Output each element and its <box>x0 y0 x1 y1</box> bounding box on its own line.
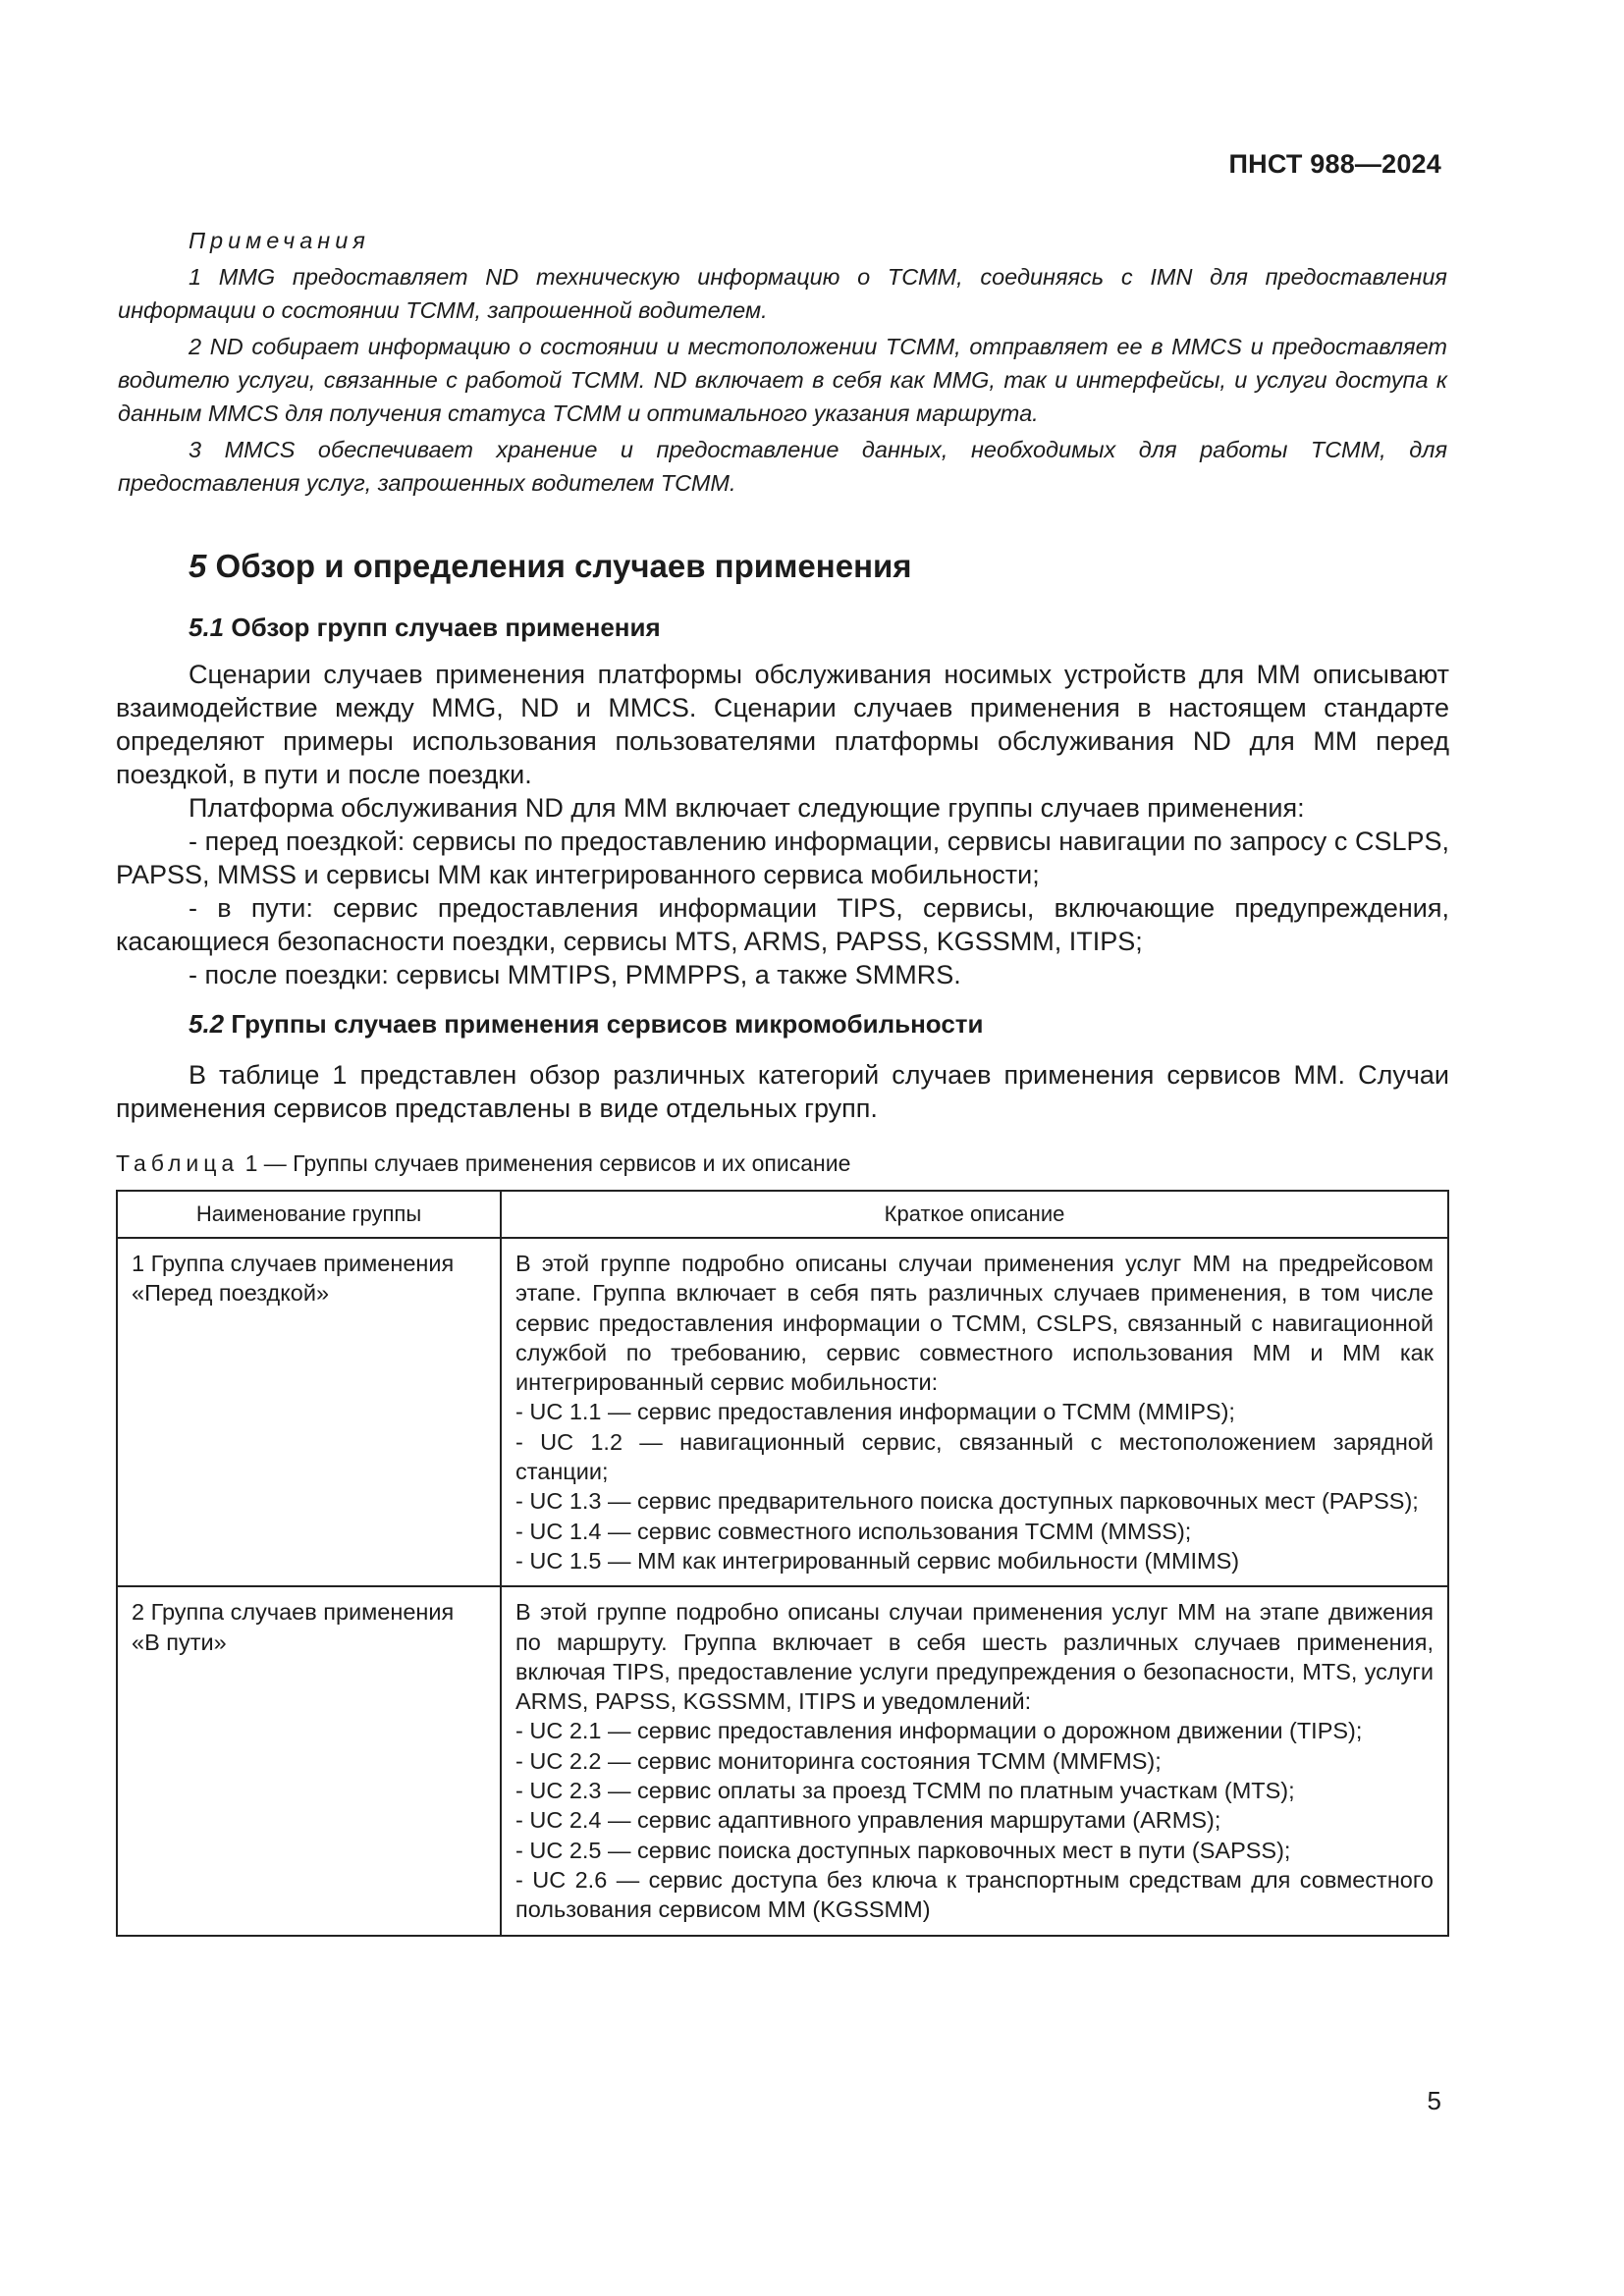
use-case-item: - UC 1.3 — сервис предварительного поиска доступных парковочных мест (PAPSS); <box>515 1488 1419 1515</box>
use-case-groups-table <box>116 1190 1449 1937</box>
notes-title: Примечания <box>189 228 370 253</box>
subsection-heading <box>189 1009 984 1040</box>
document-code: ПНСТ 988—2024 <box>1228 149 1441 179</box>
list-item: - перед поездкой: сервисы по предоставлению информации, сервисы навигации по запросу с CSLPS, PAPSS, MMSS и сервисы ММ как интегрированного сервиса мобильности; <box>116 827 1449 889</box>
table-header-row <box>117 1191 1448 1238</box>
list-item: - в пути: сервис предоставления информации TIPS, сервисы, включающие предупреждения, касающиеся безопасности поездки, сервисы MTS, ARMS, PAPSS, KGSSMM, ITIPS; <box>116 893 1449 956</box>
subsection-heading <box>189 613 661 643</box>
use-case-item: - UC 2.5 — сервис поиска доступных парковочных мест в пути (SAPSS); <box>515 1837 1291 1863</box>
table-caption-text: 1 — Группы случаев применения сервисов и их описание <box>244 1150 851 1176</box>
note-item: 3 MMCS обеспечивает хранение и предоставление данных, необходимых для работы ТСММ, для предоставления услуг, запрошенных водителем ТСММ. <box>118 437 1447 496</box>
use-case-item: - UC 1.1 — сервис предоставления информации о ТСММ (MMIPS); <box>515 1399 1235 1425</box>
subsection-number: 5.1 <box>189 613 225 642</box>
group-description-cell <box>501 1586 1448 1935</box>
use-case-item: - UC 1.2 — навигационный сервис, связанный с местоположением зарядной станции; <box>515 1428 1434 1485</box>
group-name-cell: 1 Группа случаев применения «Перед поездкой» <box>117 1238 501 1586</box>
section-body <box>116 658 1449 991</box>
table-row <box>117 1586 1448 1935</box>
column-header-description: Краткое описание <box>501 1191 1448 1238</box>
group-description-cell <box>501 1238 1448 1586</box>
section-heading <box>189 548 912 585</box>
table-row <box>117 1238 1448 1586</box>
use-case-item: - UC 2.1 — сервис предоставления информации о дорожном движении (TIPS); <box>515 1718 1363 1744</box>
group-name-cell: 2 Группа случаев применения «В пути» <box>117 1586 501 1935</box>
paragraph: Сценарии случаев применения платформы обслуживания носимых устройств для ММ описывают взаимодействие между MMG, ND и MMCS. Сценарии случаев применения в настоящем стандарте определяют примеры использования пользователями платформы обслуживания ND для ММ перед поездкой, в пути и после поездки. <box>116 660 1449 789</box>
use-case-item: - UC 1.5 — ММ как интегрированный сервис мобильности (MMIMS) <box>515 1547 1240 1574</box>
list-item: - после поездки: сервисы MMTIPS, PMMPPS, а также SMMRS. <box>189 960 961 989</box>
use-case-item: - UC 2.2 — сервис мониторинга состояния ТСММ (MMFMS); <box>515 1747 1162 1774</box>
use-case-item: - UC 2.6 — сервис доступа без ключа к транспортным средствам для совместного пользования сервисом ММ (KGSSMM) <box>515 1866 1434 1923</box>
section-number: 5 <box>189 548 207 584</box>
paragraph: Платформа обслуживания ND для ММ включает следующие группы случаев применения: <box>189 793 1305 823</box>
use-case-item: - UC 2.4 — сервис адаптивного управления маршрутами (ARMS); <box>515 1807 1221 1834</box>
subsection-title: Группы случаев применения сервисов микромобильности <box>231 1009 984 1039</box>
subsection-number: 5.2 <box>189 1009 225 1039</box>
use-case-item: - UC 2.3 — сервис оплаты за проезд ТСММ по платным участкам (MTS); <box>515 1778 1295 1804</box>
page-number: 5 <box>1427 2086 1441 2115</box>
column-header-name: Наименование группы <box>117 1191 501 1238</box>
subsection-title: Обзор групп случаев применения <box>231 613 661 642</box>
section-title: Обзор и определения случаев применения <box>215 548 912 584</box>
note-item: 1 MMG предоставляет ND техническую информацию о ТСММ, соединяясь с IMN для предоставления информации о состоянии ТСММ, запрошенной водителем. <box>118 264 1447 323</box>
group-description: В этой группе подробно описаны случаи применения услуг ММ на этапе движения по маршруту. Группа включает в себя шесть различных случаев применения, включая TIPS, предоставление услуги предупреждения о безопасности, MTS, услуги ARMS, PAPSS, KGSSMM, ITIPS и уведомлений: <box>515 1599 1434 1715</box>
table-caption-label: Таблица <box>116 1150 240 1176</box>
notes-block <box>118 224 1447 503</box>
section-body <box>116 1058 1449 1125</box>
table-caption <box>116 1150 850 1177</box>
note-item: 2 ND собирает информацию о состоянии и местоположении ТСММ, отправляет ее в MMCS и предоставляет водителю услуги, связанные с работой ТСММ. ND включает в себя как MMG, так и интерфейсы, и услуги доступа к данным MMCS для получения статуса ТСММ и оптимального указания маршрута. <box>118 334 1447 426</box>
paragraph: В таблице 1 представлен обзор различных категорий случаев применения сервисов ММ. Случаи применения сервисов представлены в виде отдельных групп. <box>116 1060 1449 1123</box>
use-case-item: - UC 1.4 — сервис совместного использования ТСММ (MMSS); <box>515 1518 1192 1544</box>
group-description: В этой группе подробно описаны случаи применения услуг ММ на предрейсовом этапе. Группа включает в себя пять различных случаев применения, в том числе сервис предоставления информации о ТСММ, CSLPS, связанный с навигационной службой по требованию, сервис совместного использования ММ и ММ как интегрированный сервис мобильности: <box>515 1251 1434 1396</box>
